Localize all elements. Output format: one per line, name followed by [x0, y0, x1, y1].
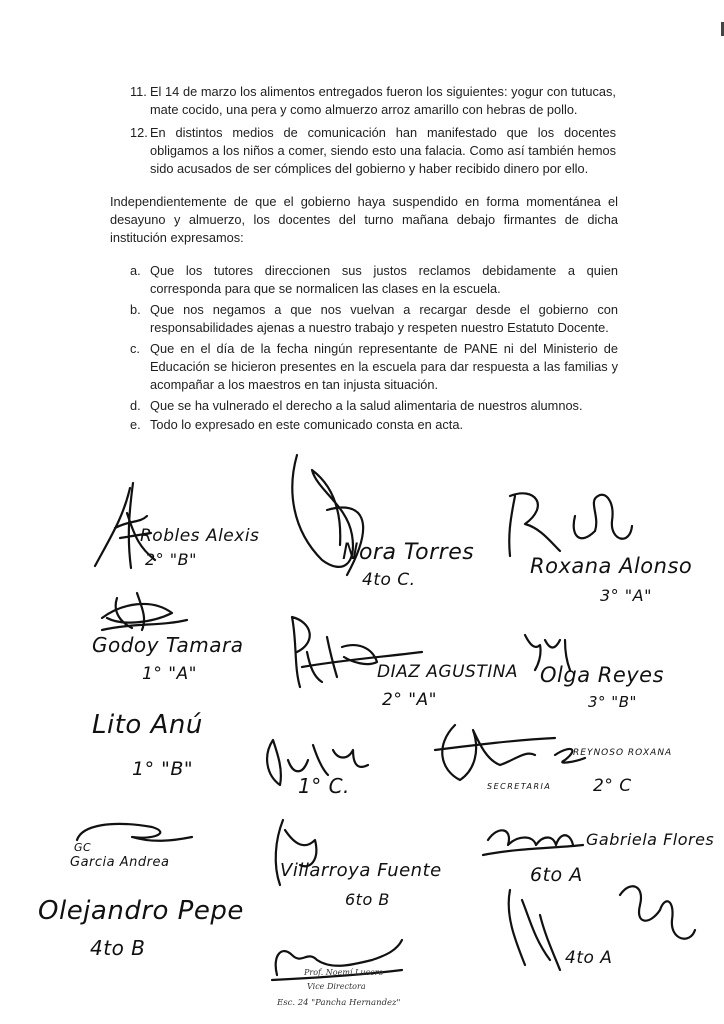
- item-text: Todo lo expresado en este comunicado consta en acta.: [150, 417, 464, 432]
- item-text: En distintos medios de comunicación han manifestado que los docentes obligamos a los niños a comer, siendo esto una falacia. Como así también hemos sido acusados de ser cómplices del gobierno y haber recibido dinero por ello.: [150, 125, 616, 176]
- intro-paragraph: Independientemente de que el gobierno haya suspendido en forma momentánea el desayuno y almuerzo, los docentes del turno mañana debajo firmantes de dicha institución expresamos:: [110, 194, 618, 245]
- signature-name: Nora Torres: [342, 540, 475, 565]
- item-marker: d.: [130, 398, 141, 413]
- signature-grade: 2° "B": [145, 550, 197, 569]
- signature-garcia: [62, 815, 222, 875]
- signature-villarroya: [265, 810, 442, 920]
- signature-name: DIAZ AGUSTINA: [377, 662, 519, 682]
- signature-name: Robles Alexis: [140, 526, 260, 546]
- item-text: El 14 de marzo los alimentos entregados fueron los siguientes: yogur con tutucas, mate cocido, una pera y como almuerzo arroz amarillo con hebras de pollo.: [150, 84, 616, 117]
- signature-name: Olga Reyes: [540, 663, 665, 687]
- signature-grade: 1° "A": [142, 664, 197, 684]
- signature-grade: 2° C: [593, 776, 632, 796]
- signature-initials: GC: [74, 841, 92, 854]
- signature-grade: 4to A: [565, 948, 613, 968]
- signature-alonso: [480, 476, 710, 616]
- signature-name: Garcia Andrea: [70, 855, 170, 870]
- numbered-item-12: [130, 124, 616, 178]
- item-marker: b.: [130, 302, 141, 317]
- signature-diaz: [282, 612, 519, 722]
- lettered-item-b: [130, 301, 618, 337]
- item-text: Que nos negamos a que nos vuelvan a recargar desde el gobierno con responsabilidades ajenas a nuestro trabajo y respeten nuestro Estatuto Docente.: [150, 302, 618, 335]
- item-marker: 12.: [130, 125, 148, 140]
- item-text: Que en el día de la fecha ningún representante de PANE ni del Ministerio de Educación se hicieron presentes en la escuela para dar respuesta a las familias y acompañar a los maestros en tan injusta situación.: [150, 341, 618, 392]
- signature-grade: 3° "A": [600, 586, 652, 605]
- director-signature-stamp: [262, 930, 422, 1020]
- stamp-line-3: Esc. 24 "Pancha Hernandez": [277, 998, 401, 1008]
- item-text: Que se ha vulnerado el derecho a la salud alimentaria de nuestros alumnos.: [150, 398, 583, 413]
- signature-grade: 6to B: [345, 890, 390, 909]
- numbered-item-11: [130, 83, 616, 119]
- signature-grade: 3° "B": [588, 693, 637, 711]
- signature-olejandro: [38, 890, 244, 970]
- signature-name: Gabriela Flores: [586, 830, 715, 849]
- item-marker: a.: [130, 263, 141, 278]
- signature-name: Roxana Alonso: [530, 554, 693, 578]
- signature-name: REYNOSO ROXANA: [573, 748, 673, 758]
- signature-torres: [282, 450, 475, 600]
- signature-reynoso: [545, 740, 715, 800]
- signature-perdiz: [258, 730, 408, 810]
- signature-name: SECRETARIA: [487, 782, 552, 791]
- lettered-item-d: [130, 397, 618, 415]
- signature-grade: 1° "B": [132, 758, 194, 780]
- signature-lito: [92, 708, 212, 798]
- signature-godoy: [92, 588, 262, 698]
- item-marker: 11.: [130, 84, 147, 99]
- signature-grade: 1° C.: [298, 774, 350, 798]
- signature-name: Lito Anú: [92, 710, 203, 740]
- signature-grade: 4to C.: [362, 570, 416, 590]
- lettered-item-e: [130, 416, 618, 434]
- signature-grade: 6to A: [530, 864, 583, 886]
- signature-name: Olejandro Pepe: [38, 896, 244, 926]
- item-marker: e.: [130, 417, 141, 432]
- signature-grade: 2° "A": [382, 690, 437, 710]
- stamp-line-2: Vice Directora: [307, 982, 366, 991]
- item-text: Que los tutores direccionen sus justos reclamos debidamente a quien corresponda para que se normalicen las clases en la escuela.: [150, 263, 618, 296]
- stamp-line-1: Prof. Noemí Lucero: [304, 968, 384, 977]
- signature-name: Villarroya Fuente: [280, 860, 442, 881]
- lettered-item-a: [130, 262, 618, 298]
- lettered-item-c: [130, 340, 618, 394]
- signature-scribble: [480, 476, 710, 616]
- item-marker: c.: [130, 341, 140, 356]
- signature-scribble: [258, 730, 408, 810]
- signature-robles: [85, 478, 265, 573]
- signature-aralla: [490, 870, 715, 980]
- signature-grade: 4to B: [90, 936, 146, 960]
- signature-name: Godoy Tamara: [92, 633, 244, 657]
